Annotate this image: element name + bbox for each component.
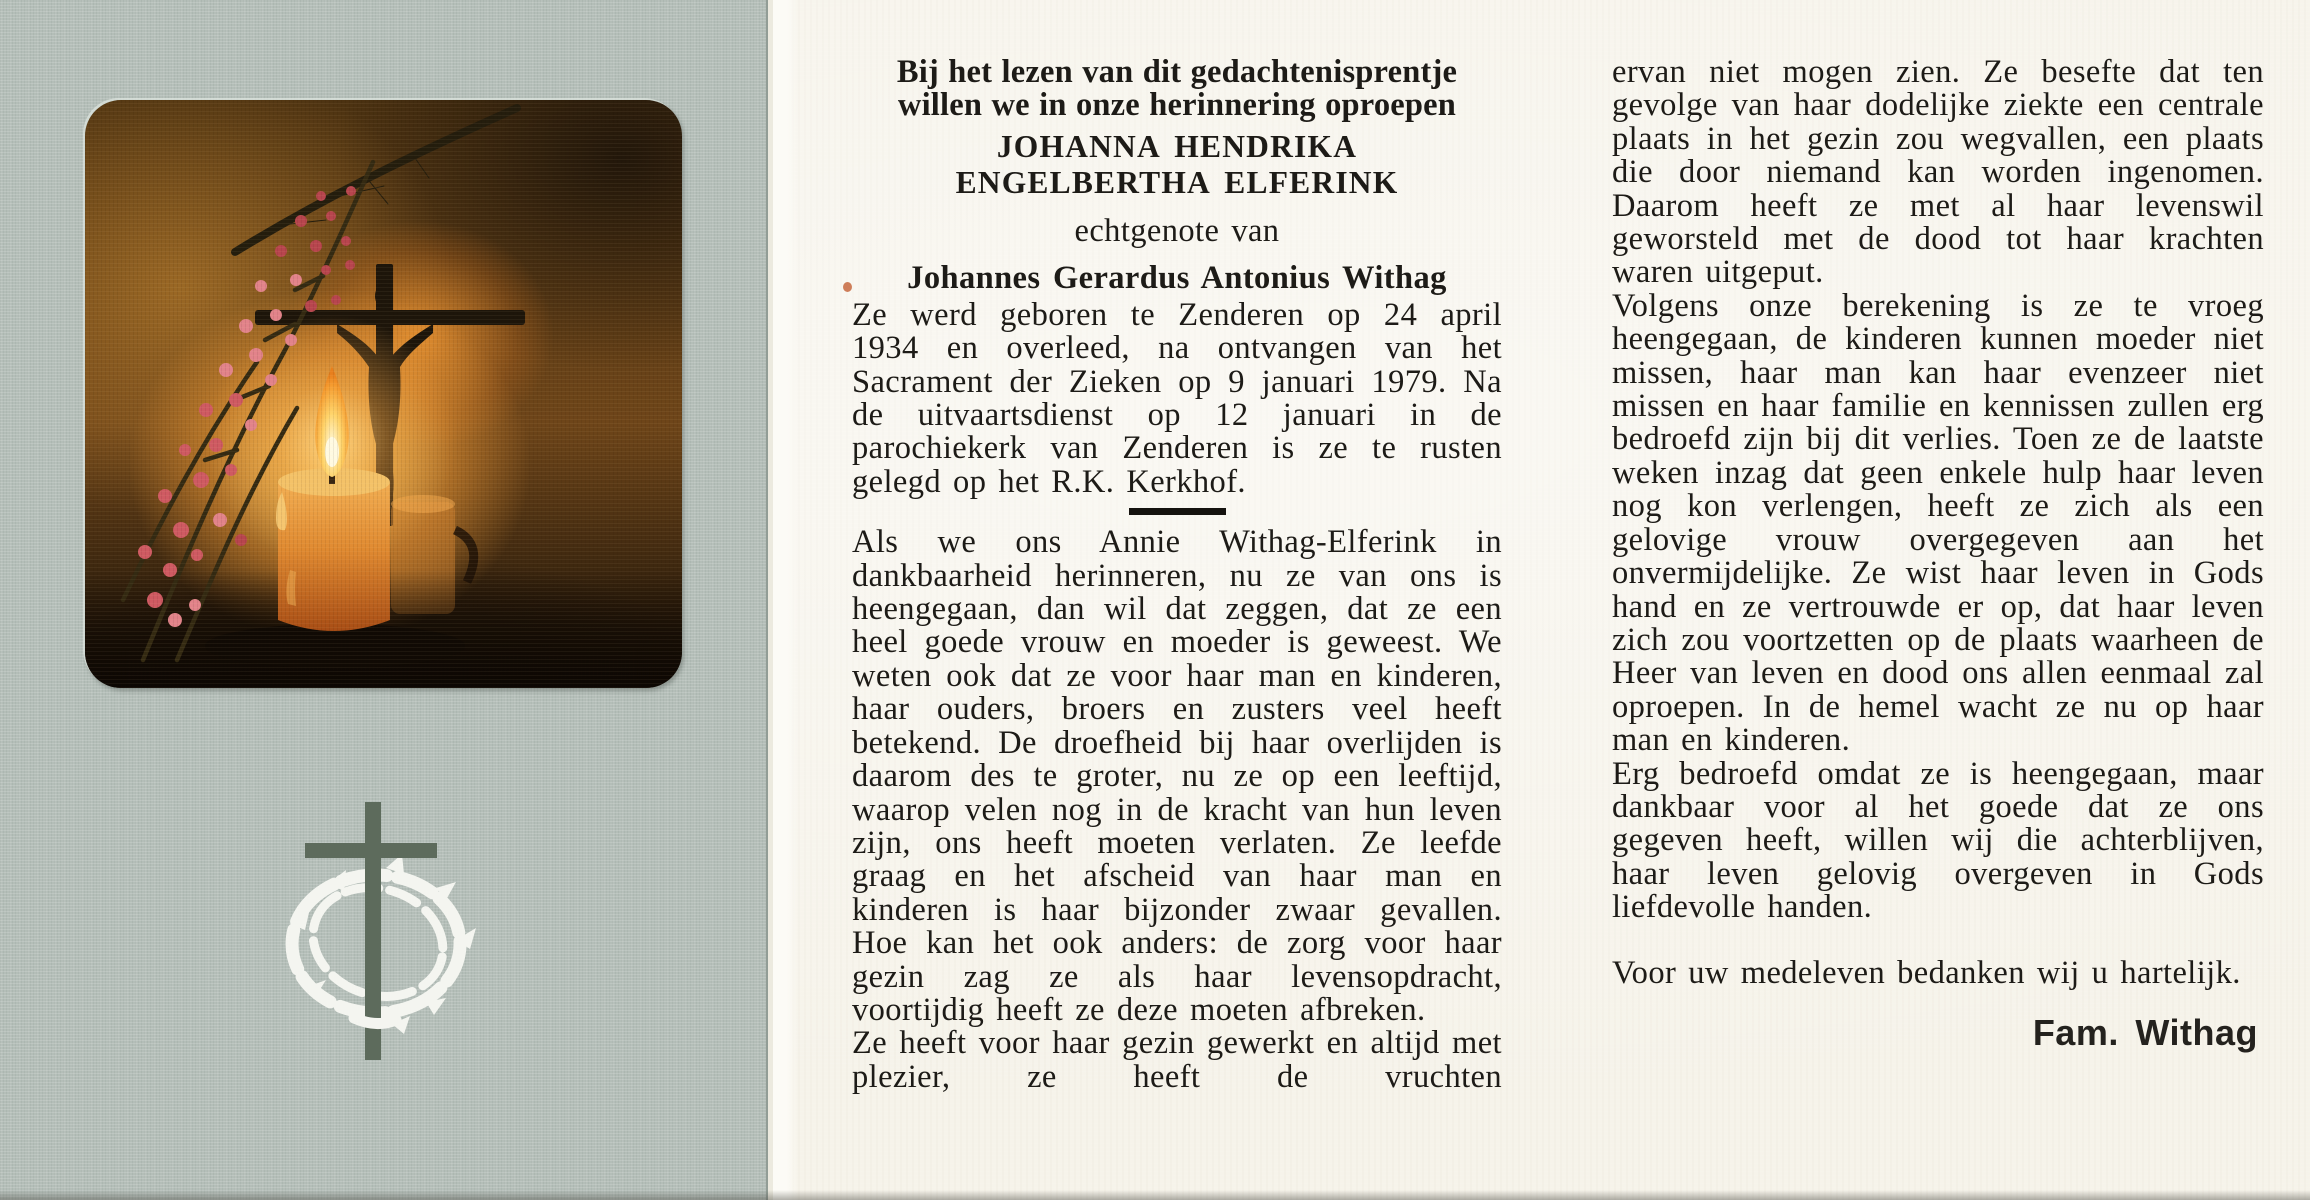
card-bottom-edge [0,1190,2310,1200]
memorial-paragraph: Erg bedroefd omdat ze is heengegaan, maar dankbaar voor al het goede dat ze ons gegeven heeft, willen wij die achterblijven, haar leven gelovig overgeven in Gods liefdevolle handen. [1612,755,2264,926]
memorial-photo-illustration [85,100,682,688]
left-panel [0,0,768,1200]
branch-silhouette [235,108,517,252]
family-signature: Fam. Withag [2032,1011,2258,1053]
spouse-name: Johannes Gerardus Antonius Withag [907,259,1447,296]
memorial-paragraph: Volgens onze berekening is ze te vroeg heengegaan, de kinderen kunnen moeder niet missen, haar man kan haar evenzeer niet missen en haar familie en kennissen zullen erg bedroefd zijn bij dit verlies. Toen ze de laatste weken inzag dat geen enkele hulp haar leven nog kon verlengen, heeft ze zich als een gelovige vrouw overgegeven aan het onvermijdelijke. Ze wist haar leven in Gods hand en ze vertrouwde er op, dat haar leven zich zou voortzetten op de plaats waarheen de Heer van leven en dood ons allen eenmaal zal oproepen. In de hemel wacht ze nu op haar man en kinderen. [1612,287,2264,759]
intro-line-1: Bij het lezen van dit gedachtenisprentje [896,54,1458,90]
memorial-photo [85,100,682,688]
cross-and-thorns-icon [268,792,500,1074]
intro-line-2: willen we in onze herinnering oproepen [897,87,1457,124]
deceased-name-line-1: JOHANNA HENDRIKA [996,128,1358,164]
panel-fold-highlight [766,0,798,1200]
right-column [1612,54,2264,1053]
memorial-paragraph: Als we ons Annie Withag-Elferink in dankbaarheid herinneren, nu ze van ons is heengegaan, dan wil dat zeggen, dat ze een heel goede vrouw en moeder is geweest. We weten ook dat ze voor haar man en kinderen, haar ouders, broers en zusters veel heeft betekend. De droefheid bij haar overlijden is daarom des te groter, nu ze op een leeftijd, waarop velen nog in de kracht van hun leven zijn, ons heeft moeten verlaten. Ze leefde graag en het afscheid van haar man en kinderen is haar bijzonder zwaar gevallen. Hoe kan het ook anders: de zorg voor haar gezin zag ze als haar levensopdracht, voortijdig heeft ze deze moeten afbreken. [852,524,1502,1028]
closing-paragraph: Voor uw medeleven bedanken wij u hartelijk. [1612,954,2241,991]
memorial-paragraph-continued: Ze heeft voor haar gezin gewerkt en altijd met plezier, ze heeft de vruchten [852,1025,1502,1095]
middle-column [852,56,1502,1094]
memorial-paragraph: ervan niet mogen zien. Ze besefte dat ten gevolge van haar dodelijke ziekte een centrale plaats in het gezin zou wegvallen, een plaats die door niemand kan worden ingenomen. Daarom heeft ze met al haar levenswil geworsteld met de dood tot haar krachten waren uitgeput. [1612,54,2264,291]
relation-label: echtgenote van [1074,212,1280,249]
print-speck [843,282,852,292]
life-dates-paragraph: Ze werd geboren te Zenderen op 24 april 1934 en overleed, na ontvangen van het Sacrament der Zieken op 9 januari 1979. Na de uitvaartsdienst op 12 januari in de parochiekerk van Zenderen is ze te rusten gelegd op het R.K. Kerkhof. [852,296,1502,500]
deceased-name-line-2: ENGELBERTHA ELFERINK [955,164,1399,200]
section-divider [1129,508,1226,515]
